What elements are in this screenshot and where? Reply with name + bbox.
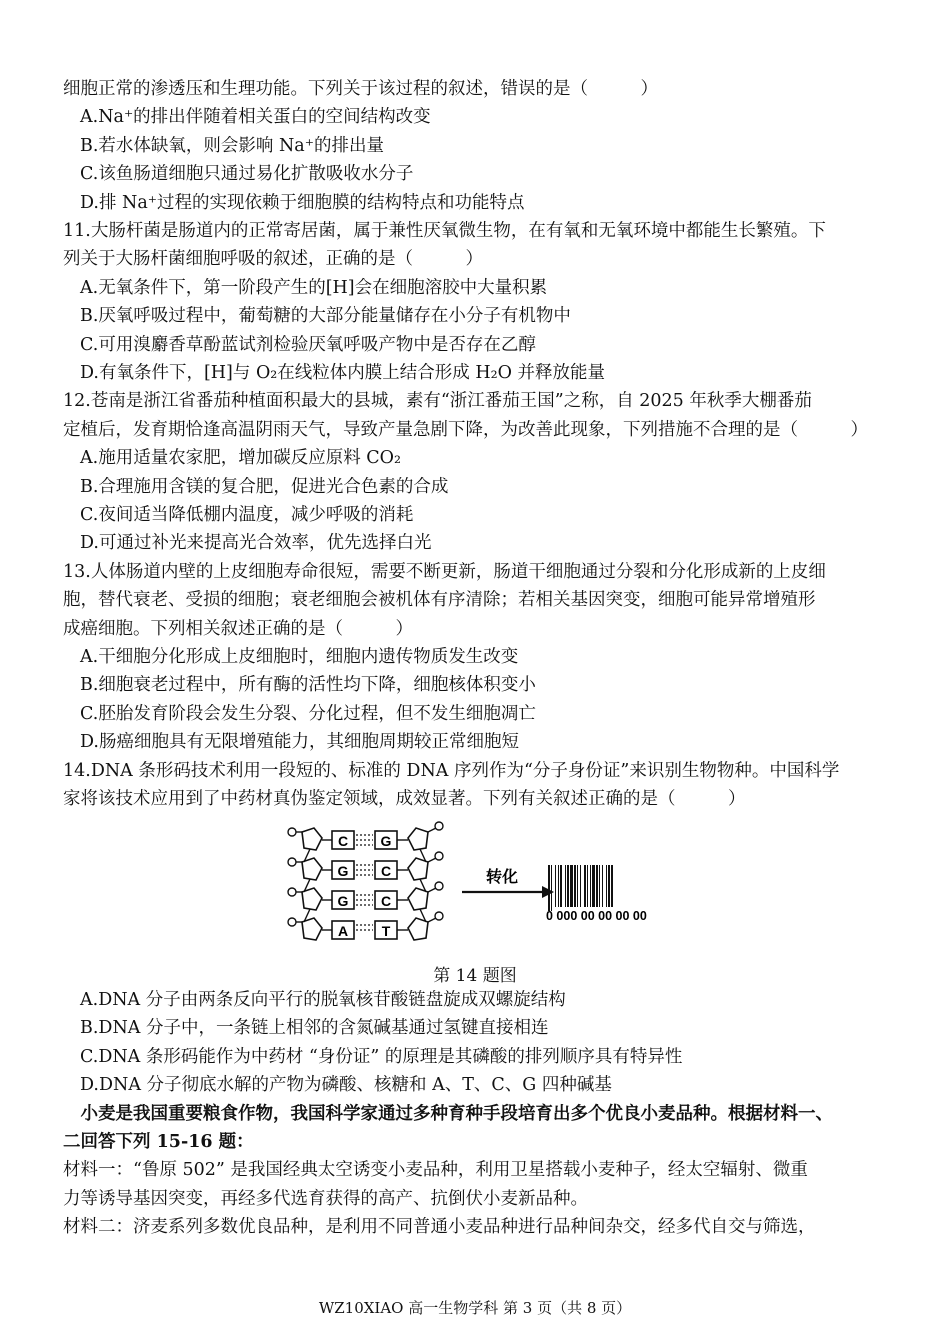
barcode-bar bbox=[584, 865, 586, 907]
text-line: B.厌氧呼吸过程中，葡萄糖的大部分能量储存在小分子有机物中 bbox=[80, 306, 571, 327]
text-line: C.夜间适当降低棚内温度，减少呼吸的消耗 bbox=[80, 505, 414, 525]
dna-ladder-diagram bbox=[288, 822, 443, 940]
sugar-pentagon bbox=[408, 858, 428, 880]
text-line: 定植后，发育期恰逢高温阴雨天气，导致产量急剧下降，为改善此现象，下列措施不合理的是（ ） bbox=[63, 419, 868, 440]
text-line: 14.DNA 条形码技术利用一段短的、标准的 DNA 序列作为“分子身份证”来识别生物物种。中国科学 bbox=[63, 760, 840, 781]
barcode-bar bbox=[611, 865, 613, 907]
barcode-bar bbox=[596, 865, 598, 907]
phosphate-circle bbox=[435, 882, 443, 890]
text-line: 材料一：“鲁原 502” 是我国经典太空诱变小麦品种，利用卫星搭载小麦种子，经太空辐射、微重 bbox=[63, 1160, 808, 1181]
barcode-bar bbox=[599, 865, 600, 907]
text-line: A.无氧条件下，第一阶段产生的[H]会在细胞溶胶中大量积累 bbox=[80, 277, 548, 298]
base-letter: G bbox=[337, 893, 349, 909]
barcode-bar bbox=[602, 865, 603, 907]
phosphate-circle bbox=[435, 852, 443, 860]
sugar-pentagon bbox=[302, 828, 322, 850]
barcode-bar bbox=[555, 865, 556, 907]
barcode-bar bbox=[548, 865, 550, 911]
sugar-pentagon bbox=[302, 918, 322, 940]
barcode-bar bbox=[592, 865, 595, 907]
text-line: 成癌细胞。下列相关叙述正确的是（ ） bbox=[63, 618, 413, 639]
page-footer: WZ10XIAO 高一生物学科 第 3 页（共 8 页） bbox=[318, 1299, 632, 1317]
barcode-bar bbox=[551, 865, 552, 911]
barcode-graphic bbox=[548, 865, 613, 911]
text-line: 材料二：济麦系列多数优良品种，是利用不同普通小麦品种进行品种间杂交，经多代自交与筛选， bbox=[63, 1217, 816, 1238]
text-line: 11.大肠杆菌是肠道内的正常寄居菌，属于兼性厌氧微生物，在有氧和无氧环境中都能生长繁殖。下 bbox=[63, 221, 826, 241]
base-letter: G bbox=[337, 863, 349, 879]
text-line: 胞，替代衰老、受损的细胞；衰老细胞会被机体有序清除；若相关基因突变，细胞可能异常增殖形 bbox=[63, 590, 816, 611]
arrow-icon bbox=[462, 886, 554, 898]
text-line: 家将该技术应用到了中药材真伪鉴定领域，成效显著。下列有关叙述正确的是（ ） bbox=[63, 789, 746, 809]
sugar-pentagon bbox=[408, 918, 428, 940]
base-letter: A bbox=[337, 923, 349, 939]
barcode-bar bbox=[587, 865, 588, 907]
text-line: 细胞正常的渗透压和生理功能。下列关于该过程的叙述，错误的是（ ） bbox=[63, 79, 658, 99]
text-line: 二回答下列 15-16 题： bbox=[63, 1132, 254, 1152]
text-line: D.肠癌细胞具有无限增殖能力，其细胞周期较正常细胞短 bbox=[80, 732, 519, 753]
barcode-bar bbox=[560, 865, 562, 907]
text-line: 小麦是我国重要粮食作物，我国科学家通过多种育种手段培育出多个优良小麦品种。根据材料一、 bbox=[63, 1103, 833, 1124]
barcode-bar bbox=[574, 865, 576, 907]
figure-caption: 第 14 题图 bbox=[433, 966, 517, 986]
text-line: 12.苍南是浙江省番茄种植面积最大的县城，素有“浙江番茄王国”之称，自 2025 年秋季大棚番茄 bbox=[63, 391, 812, 412]
barcode-bar bbox=[606, 865, 607, 907]
arrow-label: 转化 bbox=[485, 869, 519, 886]
text-line: 力等诱导基因突变，再经多代选育获得的高产、抗倒伏小麦新品种。 bbox=[63, 1188, 588, 1209]
sugar-pentagon bbox=[408, 828, 428, 850]
phosphate-circle bbox=[288, 858, 296, 866]
dna-barcode-figure bbox=[280, 820, 680, 955]
base-letter: T bbox=[381, 923, 391, 939]
barcode-bar bbox=[580, 865, 581, 907]
text-line: B.DNA 分子中，一条链上相邻的含氮碱基通过氢键直接相连 bbox=[80, 1018, 549, 1039]
sugar-pentagon bbox=[408, 888, 428, 910]
base-letter: C bbox=[380, 863, 392, 879]
base-letter: G bbox=[380, 833, 392, 849]
text-line: D.可通过补光来提高光合效率，优先选择白光 bbox=[80, 533, 432, 554]
sugar-pentagon bbox=[302, 858, 322, 880]
text-line: 列关于大肠杆菌细胞呼吸的叙述，正确的是（ ） bbox=[63, 249, 483, 270]
text-line: A.干细胞分化形成上皮细胞时，细胞内遗传物质发生改变 bbox=[80, 647, 519, 667]
text-line: D.有氧条件下，[H]与 O₂在线粒体内膜上结合形成 H₂O 并释放能量 bbox=[80, 363, 606, 383]
text-line: D.DNA 分子彻底水解的产物为磷酸、核糖和 A、T、C、G 四种碱基 bbox=[80, 1075, 612, 1096]
phosphate-circle bbox=[435, 912, 443, 920]
text-line: C.该鱼肠道细胞只通过易化扩散吸收水分子 bbox=[80, 164, 414, 185]
barcode-bar bbox=[577, 865, 578, 907]
barcode-bar bbox=[558, 865, 559, 907]
barcode-digits: 0 000 00 00 00 00 bbox=[546, 909, 647, 923]
text-line: A.施用适量农家肥，增加碳反应原料 CO₂ bbox=[80, 448, 402, 469]
barcode-bar bbox=[567, 865, 569, 907]
text-line: A.Na⁺的排出伴随着相关蛋白的空间结构改变 bbox=[80, 107, 431, 128]
text-line: B.合理施用含镁的复合肥，促进光合色素的合成 bbox=[80, 476, 449, 497]
barcode-bar bbox=[565, 865, 566, 907]
phosphate-circle bbox=[435, 822, 443, 830]
text-line: D.排 Na⁺过程的实现依赖于细胞膜的结构特点和功能特点 bbox=[80, 192, 525, 213]
phosphate-circle bbox=[288, 888, 296, 896]
barcode-bar bbox=[590, 865, 591, 907]
text-line: A.DNA 分子由两条反向平行的脱氧核苷酸链盘旋成双螺旋结构 bbox=[80, 990, 566, 1010]
phosphate-circle bbox=[288, 828, 296, 836]
text-line: C.胚胎发育阶段会发生分裂、分化过程，但不发生细胞凋亡 bbox=[80, 703, 536, 724]
text-line: 13.人体肠道内壁的上皮细胞寿命很短，需要不断更新，肠道干细胞通过分裂和分化形成新的上皮细 bbox=[63, 561, 826, 582]
barcode-bar bbox=[570, 865, 573, 907]
barcode-bar bbox=[608, 865, 610, 907]
base-letter: C bbox=[380, 893, 392, 909]
sugar-pentagon bbox=[302, 888, 322, 910]
base-letter: C bbox=[337, 833, 349, 849]
phosphate-circle bbox=[288, 918, 296, 926]
text-line: C.可用溴麝香草酚蓝试剂检验厌氧呼吸产物中是否存在乙醇 bbox=[80, 334, 536, 355]
text-line: B.若水体缺氧，则会影响 Na⁺的排出量 bbox=[80, 135, 384, 156]
text-line: B.细胞衰老过程中，所有酶的活性均下降，细胞核体积变小 bbox=[80, 675, 536, 696]
text-line: C.DNA 条形码能作为中药材 “身份证” 的原理是其磷酸的排列顺序具有特异性 bbox=[80, 1046, 683, 1067]
